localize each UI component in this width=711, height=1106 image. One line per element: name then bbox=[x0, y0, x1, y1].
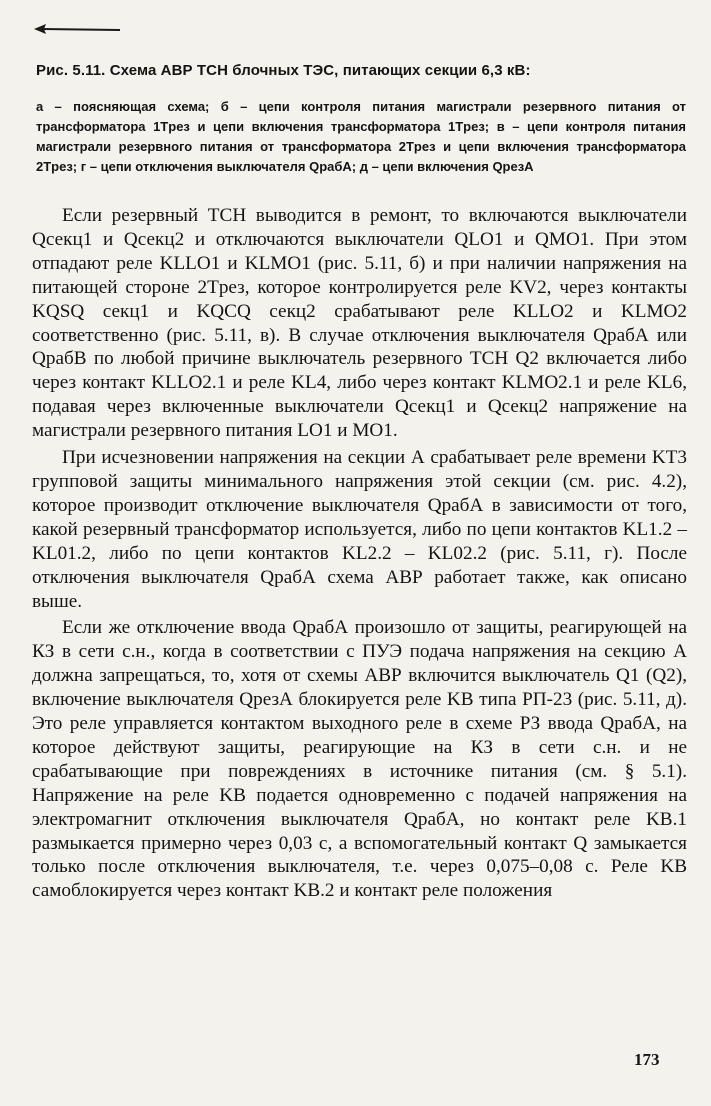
left-arrow-icon bbox=[34, 22, 122, 36]
paragraph-voltage-loss: При исчезновении напряжения на секции А срабатывает реле времени KT3 групповой защиты минимального напряжения этой секции (см. рис. 4.2), которое производит отключение выключателя QрабА в зависимости от того, какой резервный трансформатор используется, либо по цепи контактов KL1.2 – KL01.2, либо по цепи контактов KL2.2 – KL02.2 (рис. 5.11, г). После отключения выключателя QрабА схема АВР работает также, как описано выше. bbox=[32, 447, 687, 612]
figure-caption bbox=[36, 62, 686, 177]
figure-caption-legend: а – поясняющая схема; б – цепи контроля питания магистрали резервного питания от трансформатора 1Tрез и цепи включения трансформатора 1Tрез; в – цепи контроля питания магистрали резервного питания от трансформатора 2Tрез и цепи включения трансформатора 2Tрез; г – цепи отключения выключателя QрабА; д – цепи включения QрезА bbox=[36, 99, 686, 174]
figure-caption-title: Рис. 5.11. Схема АВР ТСН блочных ТЭС, питающих секции 6,3 кВ: bbox=[36, 62, 531, 79]
body-text bbox=[32, 204, 687, 906]
paragraph-reserve-tsn-repair: Если резервный ТСН выводится в ремонт, то включаются выключатели Qсекц1 и Qсекц2 и отключаются выключатели QLO1 и QMO1. При этом отпадают реле KLLO1 и KLMO1 (рис. 5.11, б) и при наличии напряжения на питающей стороне 2Tрез, которое контролируется реле KV2, через контакты KQSQ секц1 и KQCQ секц2 срабатывают реле KLLO2 и KLMO2 соответственно (рис. 5.11, в). В случае отключения выключателя QрабА или QрабВ по любой причине выключатель резервного ТСН Q2 включается либо через контакт KLLO2.1 и реле KL4, либо через контакт KLMO2.1 и реле KL6, подавая через включенные выключатели Qсекц1 и Qсекц2 напряжение на магистрали резервного питания LO1 и MO1. bbox=[32, 205, 687, 442]
paragraph-fault-blocking: Если же отключение ввода QрабА произошло от защиты, реагирующей на КЗ в сети с.н., когда в соответствии с ПУЭ подача напряжения на секцию А должна запрещаться, то, хотя от схемы АВР включится выключатель Q1 (Q2), включение выключателя QрезА блокируется реле KB типа РП-23 (рис. 5.11, д). Это реле управляется контактом выходного реле в схеме РЗ ввода QрабА, на которое действуют защиты, реагирующие на КЗ в сети с.н. и не срабатывающие при повреждениях в источнике питания (см. § 5.1). Напряжение на реле KB подается одновременно с подачей напряжения на электромагнит отключения выключателя QрабА, но контакт реле KB.1 размыкается примерно через 0,03 с, а вспомогательный контакт Q замыкается только после отключения выключателя, т.е. через 0,075–0,08 с. Реле KB самоблокируется через контакт KB.2 и контакт реле положения bbox=[32, 617, 687, 902]
page-number: 173 bbox=[634, 1050, 660, 1069]
